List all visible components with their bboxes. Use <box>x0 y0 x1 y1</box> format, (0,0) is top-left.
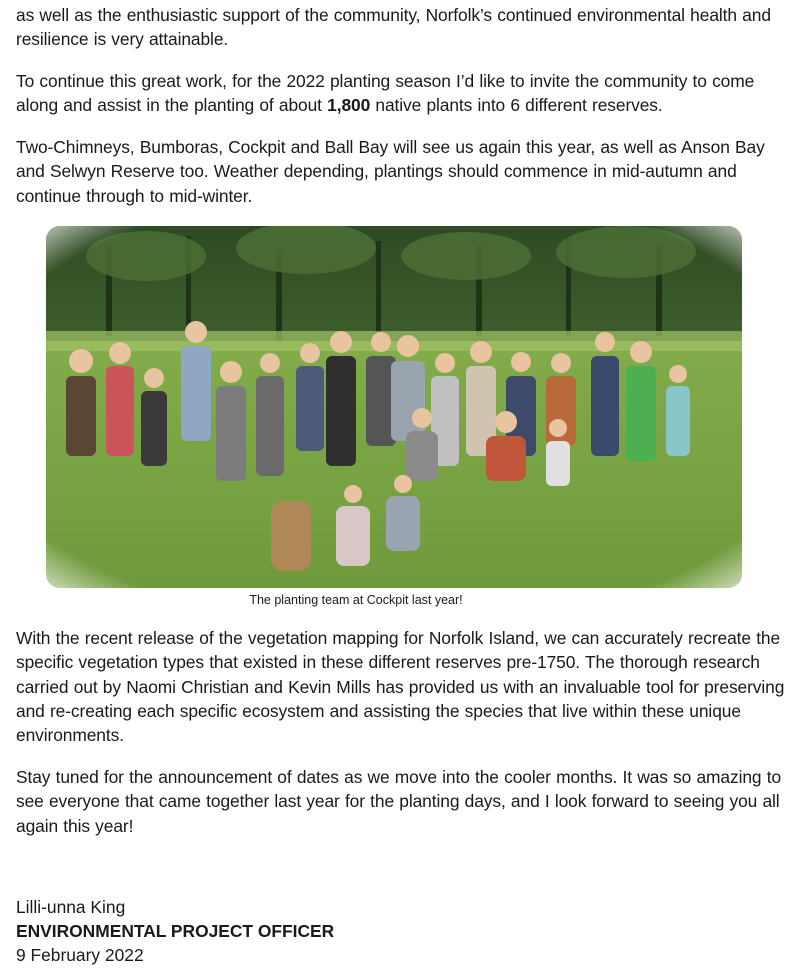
photo-caption: The planting team at Cockpit last year! <box>249 593 463 607</box>
team-photo <box>46 226 742 588</box>
paragraph-intro: as well as the enthusiastic support of the community, Norfolk’s continued environmental health and resilience is very attainable. <box>16 5 771 50</box>
team-photo-image <box>46 226 742 588</box>
signature-name: Lilli-unna King <box>16 897 126 917</box>
paragraph-invitation-text-a: To continue this great work, for the 2022 planting season I’d like to invite the community to come along and assist in the planting of about <box>16 71 755 116</box>
paragraph-vegetation-mapping: With the recent release of the vegetation mapping for Norfolk Island, we can accurately recreate the specific vegetation types that existed in these different reserves pre-1750. The thorough research carried out by Naomi Christian and Kevin Mills has provided us with an invaluable tool for preserving and re-creating each specific ecosystem and assisting the species that live within these unique environments. <box>16 628 785 746</box>
paragraph-invitation <box>16 69 786 118</box>
plant-count: 1,800 <box>327 95 371 116</box>
paragraph-invitation-text-b: native plants into 6 different reserves. <box>370 95 663 116</box>
signature-date: 9 February 2022 <box>16 945 144 965</box>
paragraph-reserves: Two-Chimneys, Bumboras, Cockpit and Ball Bay will see us again this year, as well as Anson Bay and Selwyn Reserve too. Weather depending, plantings should commence in mid-autumn and continue through to mid-winter. <box>16 137 765 206</box>
paragraph-stay-tuned: Stay tuned for the announcement of dates as we move into the cooler months. It was so amazing to see everyone that came together last year for the planting days, and I look forward to seeing you all again this year! <box>16 767 782 836</box>
signature-title: ENVIRONMENTAL PROJECT OFFICER <box>16 921 335 941</box>
